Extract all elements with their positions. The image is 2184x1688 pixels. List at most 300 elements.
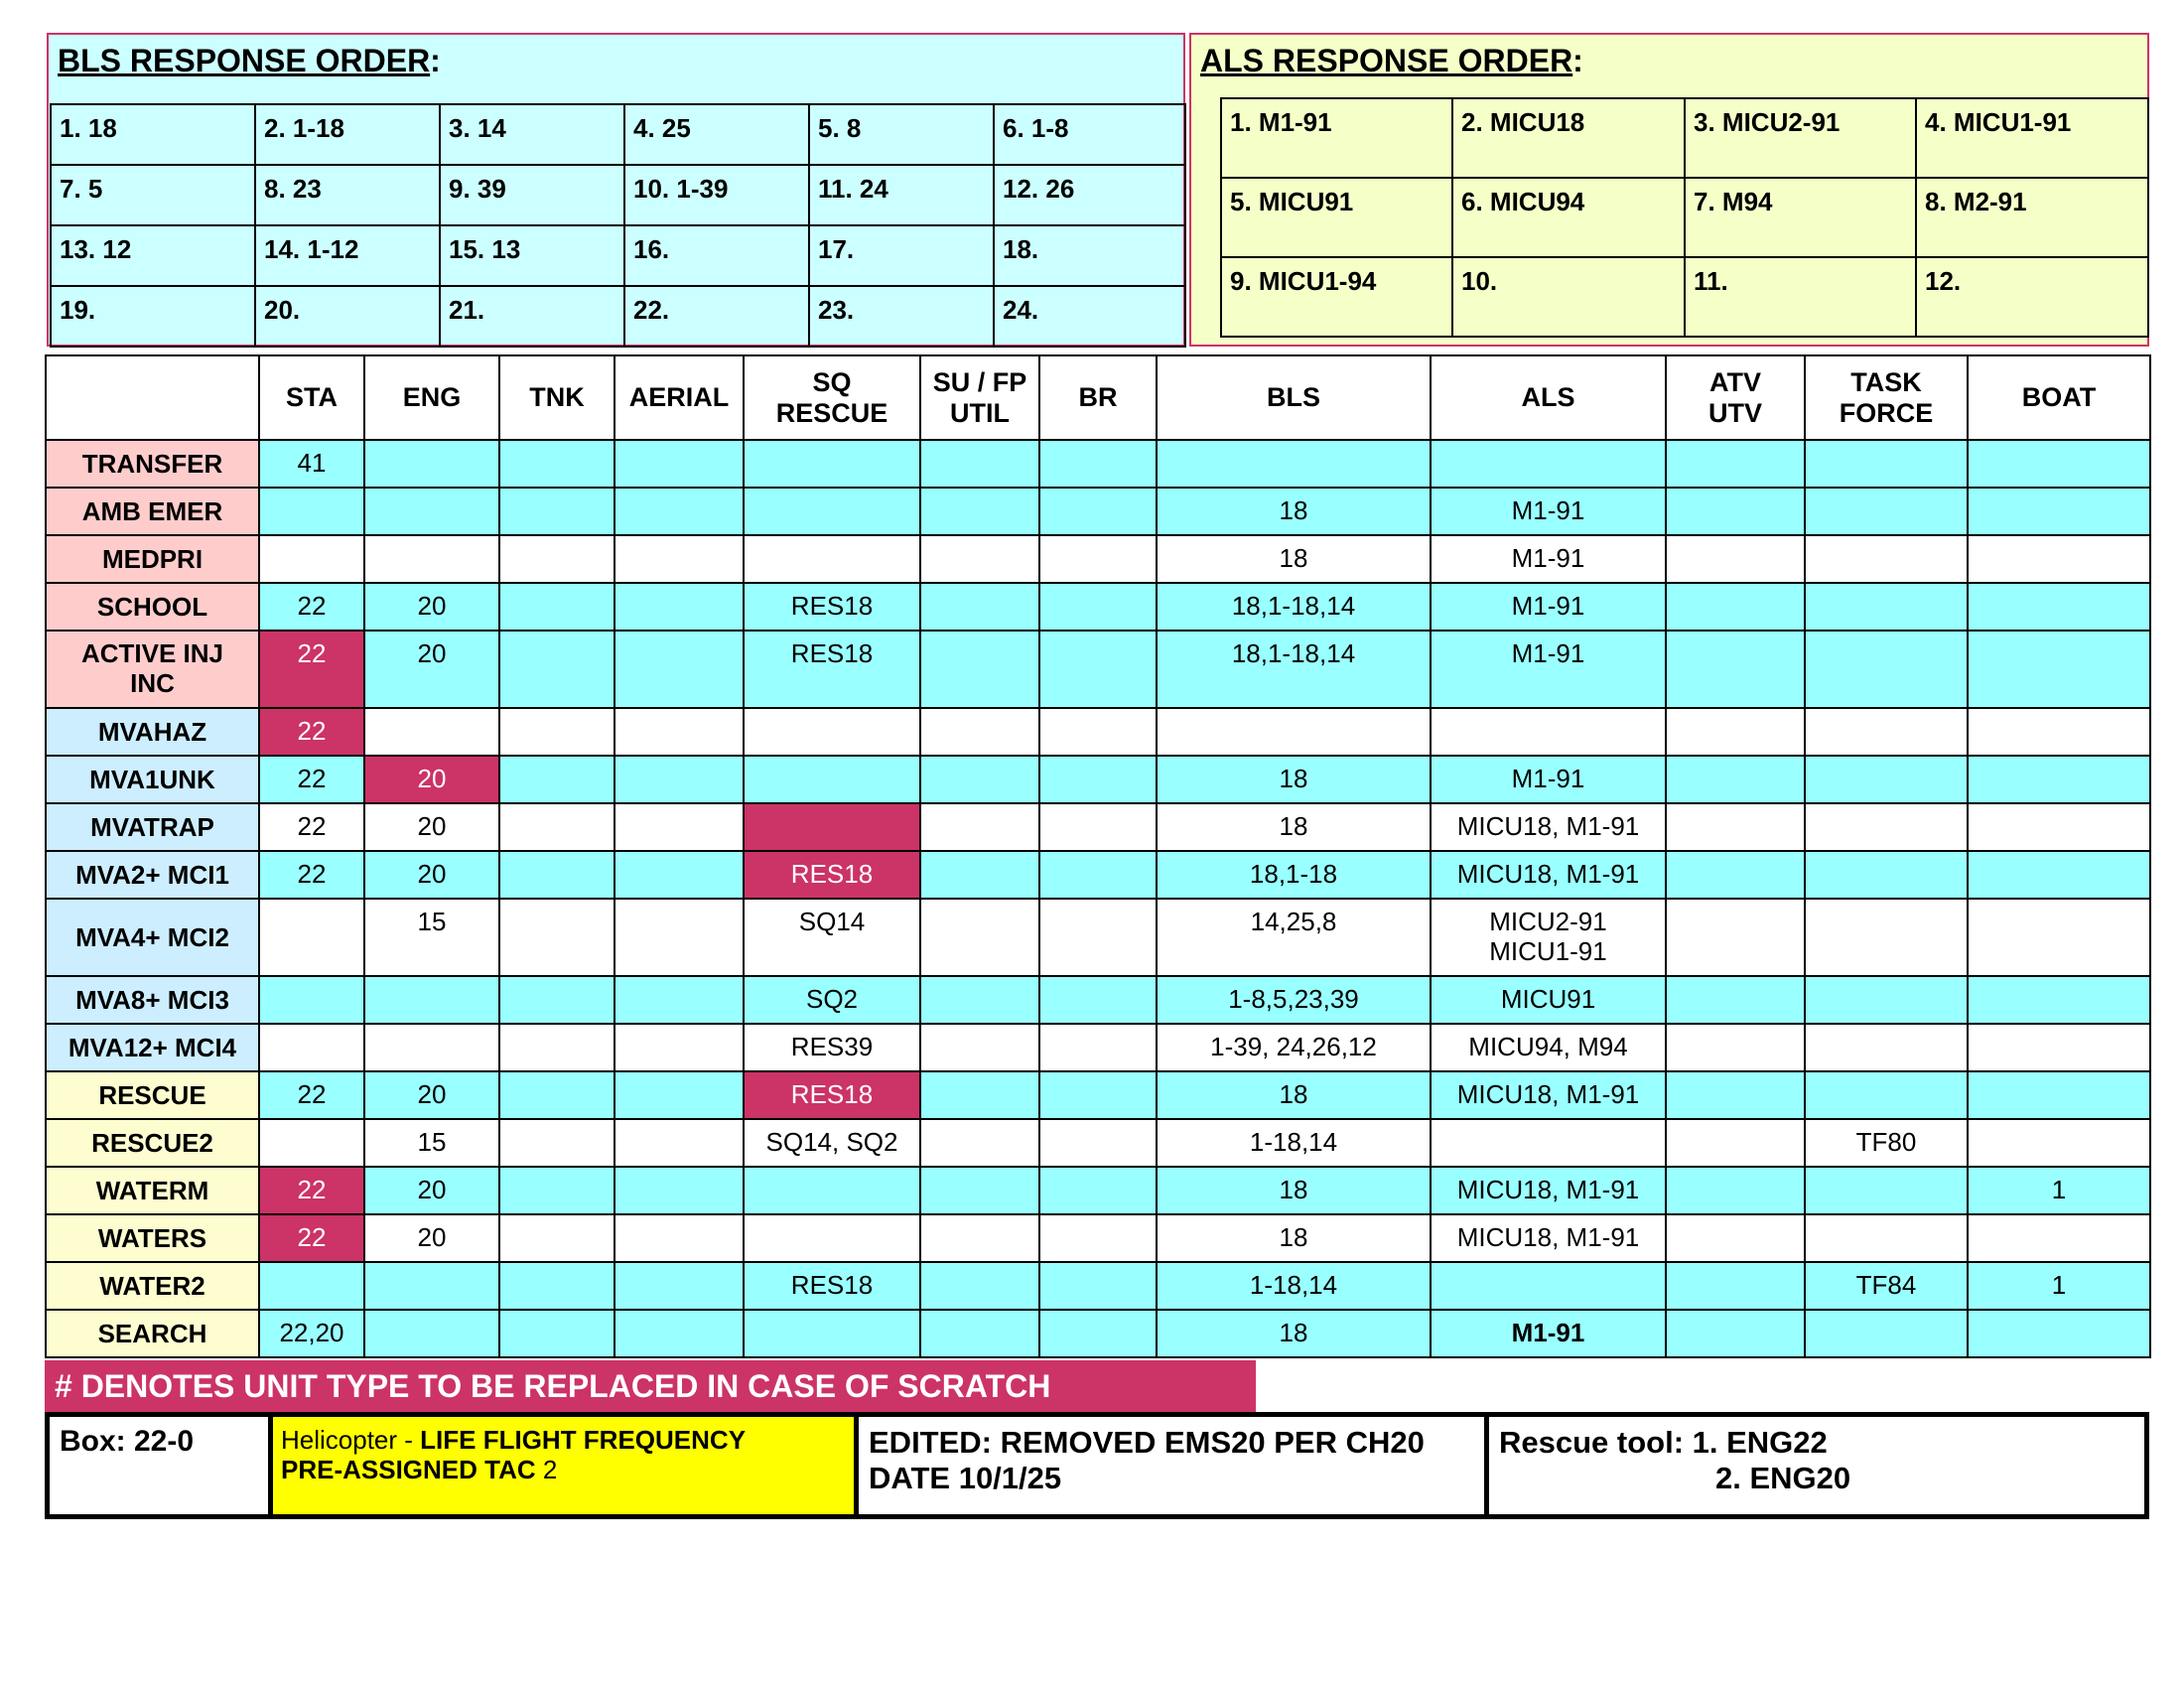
matrix-row-label: ACTIVE INJ INC <box>46 631 259 708</box>
als-order-cell: 2. MICU18 <box>1452 98 1685 178</box>
matrix-cell <box>1805 708 1968 756</box>
matrix-cell <box>614 631 744 708</box>
matrix-cell <box>1039 535 1157 583</box>
matrix-row <box>46 1310 2150 1357</box>
matrix-cell: M1-91 <box>1431 631 1666 708</box>
matrix-column-header: ALS <box>1431 355 1666 440</box>
life-flight-frequency: LIFE FLIGHT FREQUENCY <box>420 1425 747 1455</box>
bls-order-cell: 16. <box>624 225 809 286</box>
matrix-column-header: SQ RESCUE <box>744 355 920 440</box>
matrix-cell <box>499 440 614 488</box>
matrix-cell <box>1157 440 1431 488</box>
matrix-column-header: TNK <box>499 355 614 440</box>
matrix-cell: 18,1-18 <box>1157 851 1431 899</box>
matrix-cell <box>1968 583 2150 631</box>
matrix-column-header: BR <box>1039 355 1157 440</box>
matrix-cell <box>1805 851 1968 899</box>
pre-assigned-tac-number: 2 <box>542 1455 558 1484</box>
bls-order-cell: 24. <box>994 286 1185 347</box>
matrix-cell: 18,1-18,14 <box>1157 631 1431 708</box>
matrix-cell <box>744 440 920 488</box>
matrix-row <box>46 488 2150 535</box>
matrix-row-label: MVA12+ MCI4 <box>46 1024 259 1071</box>
matrix-cell <box>920 708 1039 756</box>
dispatch-matrix-table <box>45 354 2151 1358</box>
matrix-cell <box>1968 535 2150 583</box>
matrix-row <box>46 535 2150 583</box>
matrix-cell <box>1039 1071 1157 1119</box>
matrix-cell <box>920 976 1039 1024</box>
bls-order-cell: 5. 8 <box>809 104 994 165</box>
matrix-cell <box>744 803 920 851</box>
matrix-row-label: SCHOOL <box>46 583 259 631</box>
matrix-cell <box>499 488 614 535</box>
matrix-column-header: AERIAL <box>614 355 744 440</box>
matrix-cell <box>744 535 920 583</box>
matrix-cell <box>920 1214 1039 1262</box>
matrix-cell <box>1039 631 1157 708</box>
bls-order-cell: 9. 39 <box>440 165 624 225</box>
matrix-row <box>46 1071 2150 1119</box>
matrix-cell <box>499 1214 614 1262</box>
footer-box <box>45 1412 2149 1519</box>
bls-order-cell: 14. 1-12 <box>255 225 440 286</box>
matrix-cell: SQ2 <box>744 976 920 1024</box>
box-number: Box: 22-0 <box>50 1417 273 1514</box>
matrix-cell: 15 <box>364 1119 499 1167</box>
matrix-cell: 22 <box>259 803 364 851</box>
matrix-cell <box>744 1310 920 1357</box>
matrix-cell <box>1968 1024 2150 1071</box>
matrix-cell: 18,1-18,14 <box>1157 583 1431 631</box>
matrix-cell <box>1666 756 1805 803</box>
matrix-cell <box>1666 440 1805 488</box>
matrix-cell: 20 <box>364 1071 499 1119</box>
als-order-cell: 9. MICU1-94 <box>1221 257 1452 337</box>
matrix-cell <box>1039 899 1157 976</box>
matrix-cell <box>614 1024 744 1071</box>
matrix-cell: MICU2-91 MICU1-91 <box>1431 899 1666 976</box>
bls-response-order-grid <box>50 103 1186 348</box>
matrix-cell: 1-18,14 <box>1157 1262 1431 1310</box>
matrix-cell <box>1666 583 1805 631</box>
matrix-cell: MICU18, M1-91 <box>1431 851 1666 899</box>
matrix-row <box>46 631 2150 708</box>
matrix-column-header: SU / FP UTIL <box>920 355 1039 440</box>
matrix-cell: M1-91 <box>1431 756 1666 803</box>
matrix-cell <box>920 535 1039 583</box>
edit-description: EDITED: REMOVED EMS20 PER CH20 <box>869 1425 1425 1460</box>
matrix-row <box>46 583 2150 631</box>
matrix-column-header <box>46 355 259 440</box>
matrix-cell <box>614 976 744 1024</box>
matrix-cell <box>1805 1071 1968 1119</box>
matrix-cell <box>920 851 1039 899</box>
matrix-cell <box>920 1262 1039 1310</box>
bls-order-cell: 3. 14 <box>440 104 624 165</box>
matrix-row-label: MVA4+ MCI2 <box>46 899 259 976</box>
als-order-row <box>1221 178 2148 257</box>
matrix-cell <box>499 1310 614 1357</box>
matrix-cell <box>920 488 1039 535</box>
matrix-row <box>46 1262 2150 1310</box>
matrix-cell <box>1968 756 2150 803</box>
bls-order-cell: 7. 5 <box>51 165 255 225</box>
matrix-cell: M1-91 <box>1431 1310 1666 1357</box>
matrix-cell <box>259 976 364 1024</box>
bls-order-cell: 19. <box>51 286 255 347</box>
matrix-cell <box>1039 708 1157 756</box>
matrix-header-row <box>46 355 2150 440</box>
matrix-cell: RES18 <box>744 631 920 708</box>
matrix-column-header: ENG <box>364 355 499 440</box>
matrix-cell <box>1805 1310 1968 1357</box>
matrix-column-header: ATV UTV <box>1666 355 1805 440</box>
matrix-cell: M1-91 <box>1431 488 1666 535</box>
als-order-cell: 8. M2-91 <box>1916 178 2148 257</box>
matrix-cell <box>1666 976 1805 1024</box>
matrix-cell <box>1039 803 1157 851</box>
matrix-cell <box>614 488 744 535</box>
matrix-cell <box>1805 535 1968 583</box>
matrix-row <box>46 756 2150 803</box>
bls-order-cell: 1. 18 <box>51 104 255 165</box>
als-order-cell: 10. <box>1452 257 1685 337</box>
matrix-cell: M1-91 <box>1431 535 1666 583</box>
matrix-cell <box>744 488 920 535</box>
matrix-cell <box>1968 851 2150 899</box>
matrix-cell <box>1968 976 2150 1024</box>
matrix-row-label: MVA8+ MCI3 <box>46 976 259 1024</box>
bls-order-cell: 8. 23 <box>255 165 440 225</box>
matrix-cell: 18 <box>1157 1167 1431 1214</box>
matrix-cell: SQ14, SQ2 <box>744 1119 920 1167</box>
matrix-row-label: SEARCH <box>46 1310 259 1357</box>
matrix-cell: 18 <box>1157 1071 1431 1119</box>
matrix-cell <box>1666 1167 1805 1214</box>
matrix-cell <box>259 1024 364 1071</box>
edit-date: DATE 10/1/25 <box>869 1461 1062 1495</box>
matrix-cell: MICU18, M1-91 <box>1431 803 1666 851</box>
matrix-cell: 14,25,8 <box>1157 899 1431 976</box>
bls-order-cell: 13. 12 <box>51 225 255 286</box>
matrix-cell: TF80 <box>1805 1119 1968 1167</box>
matrix-cell <box>1805 899 1968 976</box>
als-order-cell: 12. <box>1916 257 2148 337</box>
rescue-tool-info <box>1489 1417 2144 1514</box>
matrix-cell <box>499 803 614 851</box>
matrix-row-label: WATER2 <box>46 1262 259 1310</box>
matrix-cell <box>1805 583 1968 631</box>
matrix-cell <box>499 708 614 756</box>
matrix-cell <box>744 756 920 803</box>
matrix-row <box>46 803 2150 851</box>
matrix-cell: 1 <box>1968 1167 2150 1214</box>
matrix-cell <box>1666 1024 1805 1071</box>
matrix-cell <box>614 1167 744 1214</box>
matrix-cell <box>1039 583 1157 631</box>
matrix-cell <box>920 756 1039 803</box>
matrix-row <box>46 1024 2150 1071</box>
matrix-cell <box>499 851 614 899</box>
matrix-cell: SQ14 <box>744 899 920 976</box>
matrix-cell <box>1039 756 1157 803</box>
matrix-column-header: STA <box>259 355 364 440</box>
matrix-cell: 22 <box>259 851 364 899</box>
matrix-row <box>46 976 2150 1024</box>
matrix-cell: 1-8,5,23,39 <box>1157 976 1431 1024</box>
matrix-cell: 20 <box>364 803 499 851</box>
matrix-row-label: RESCUE2 <box>46 1119 259 1167</box>
matrix-cell <box>1805 1214 1968 1262</box>
matrix-cell <box>1968 899 2150 976</box>
matrix-cell <box>920 1119 1039 1167</box>
bls-order-cell: 11. 24 <box>809 165 994 225</box>
matrix-cell: RES18 <box>744 583 920 631</box>
bls-order-cell: 12. 26 <box>994 165 1185 225</box>
als-order-cell: 4. MICU1-91 <box>1916 98 2148 178</box>
als-order-cell: 7. M94 <box>1685 178 1916 257</box>
matrix-cell <box>1805 488 1968 535</box>
matrix-cell <box>1666 631 1805 708</box>
matrix-cell <box>1039 1310 1157 1357</box>
matrix-cell: 22 <box>259 631 364 708</box>
matrix-cell <box>614 1262 744 1310</box>
matrix-cell: RES18 <box>744 1262 920 1310</box>
pre-assigned-tac-label: PRE-ASSIGNED TAC <box>281 1455 543 1484</box>
matrix-cell <box>744 1167 920 1214</box>
matrix-cell: 22,20 <box>259 1310 364 1357</box>
matrix-cell <box>259 899 364 976</box>
matrix-cell <box>1666 1119 1805 1167</box>
matrix-cell <box>1968 488 2150 535</box>
bls-order-cell: 21. <box>440 286 624 347</box>
matrix-cell <box>614 440 744 488</box>
matrix-cell <box>364 1310 499 1357</box>
matrix-cell <box>614 1310 744 1357</box>
matrix-row <box>46 1167 2150 1214</box>
matrix-cell: MICU18, M1-91 <box>1431 1167 1666 1214</box>
matrix-cell <box>1039 1024 1157 1071</box>
matrix-cell: 22 <box>259 1214 364 1262</box>
bls-order-cell: 18. <box>994 225 1185 286</box>
bls-order-cell: 15. 13 <box>440 225 624 286</box>
matrix-row-label: AMB EMER <box>46 488 259 535</box>
matrix-cell <box>259 1262 364 1310</box>
matrix-cell <box>1666 1071 1805 1119</box>
matrix-cell <box>1666 1262 1805 1310</box>
matrix-cell <box>1039 1167 1157 1214</box>
matrix-cell <box>1039 440 1157 488</box>
rescue-tool-2: 2. ENG20 <box>1715 1461 1851 1495</box>
matrix-cell <box>920 899 1039 976</box>
matrix-cell <box>1968 1310 2150 1357</box>
matrix-cell <box>920 1310 1039 1357</box>
matrix-cell <box>259 488 364 535</box>
matrix-row <box>46 899 2150 976</box>
matrix-cell <box>744 708 920 756</box>
matrix-cell: 22 <box>259 756 364 803</box>
matrix-cell: 22 <box>259 1071 364 1119</box>
matrix-cell <box>744 1214 920 1262</box>
matrix-cell <box>1805 976 1968 1024</box>
helicopter-info <box>273 1417 859 1514</box>
bls-order-cell: 2. 1-18 <box>255 104 440 165</box>
matrix-cell: 22 <box>259 1167 364 1214</box>
matrix-cell: RES18 <box>744 1071 920 1119</box>
matrix-cell <box>364 440 499 488</box>
matrix-cell <box>920 1167 1039 1214</box>
matrix-cell <box>1431 1262 1666 1310</box>
matrix-cell <box>1039 488 1157 535</box>
matrix-cell <box>499 631 614 708</box>
matrix-cell <box>499 583 614 631</box>
matrix-column-header: TASK FORCE <box>1805 355 1968 440</box>
matrix-cell: 20 <box>364 756 499 803</box>
matrix-row <box>46 1214 2150 1262</box>
matrix-cell <box>1666 851 1805 899</box>
matrix-cell: 20 <box>364 631 499 708</box>
matrix-row <box>46 851 2150 899</box>
bls-response-order-title: BLS RESPONSE ORDER: <box>58 43 441 78</box>
matrix-cell: 18 <box>1157 488 1431 535</box>
matrix-row-label: MVAHAZ <box>46 708 259 756</box>
helicopter-label: Helicopter - <box>281 1425 421 1455</box>
bls-order-row <box>51 225 1185 286</box>
matrix-cell: 20 <box>364 1214 499 1262</box>
matrix-cell: M1-91 <box>1431 583 1666 631</box>
matrix-cell <box>364 976 499 1024</box>
matrix-row <box>46 708 2150 756</box>
matrix-cell <box>1805 440 1968 488</box>
matrix-cell <box>1431 1119 1666 1167</box>
bls-response-order-panel <box>47 33 1185 347</box>
als-response-order-title: ALS RESPONSE ORDER: <box>1200 43 1583 78</box>
matrix-cell <box>614 851 744 899</box>
matrix-cell <box>499 976 614 1024</box>
matrix-cell: 18 <box>1157 803 1431 851</box>
bls-order-cell: 4. 25 <box>624 104 809 165</box>
matrix-row-label: MVA1UNK <box>46 756 259 803</box>
matrix-cell <box>920 1024 1039 1071</box>
matrix-cell: MICU18, M1-91 <box>1431 1071 1666 1119</box>
matrix-cell: 15 <box>364 899 499 976</box>
rescue-tool-1: Rescue tool: 1. ENG22 <box>1499 1425 1828 1460</box>
matrix-cell: MICU94, M94 <box>1431 1024 1666 1071</box>
matrix-cell <box>499 899 614 976</box>
matrix-cell <box>1805 631 1968 708</box>
matrix-cell <box>614 803 744 851</box>
matrix-cell <box>1666 488 1805 535</box>
matrix-cell <box>920 583 1039 631</box>
bls-order-row <box>51 165 1185 225</box>
matrix-cell <box>499 1119 614 1167</box>
matrix-cell <box>1805 756 1968 803</box>
matrix-cell: 1-39, 24,26,12 <box>1157 1024 1431 1071</box>
matrix-cell <box>1431 440 1666 488</box>
matrix-cell <box>920 1071 1039 1119</box>
matrix-cell <box>1968 440 2150 488</box>
matrix-cell: 18 <box>1157 1214 1431 1262</box>
matrix-cell <box>614 535 744 583</box>
matrix-cell <box>1805 1167 1968 1214</box>
edit-note <box>859 1417 1489 1514</box>
matrix-cell <box>920 631 1039 708</box>
matrix-cell <box>1968 708 2150 756</box>
matrix-cell: 18 <box>1157 756 1431 803</box>
matrix-cell <box>499 1167 614 1214</box>
matrix-cell <box>1666 899 1805 976</box>
matrix-cell <box>1968 1119 2150 1167</box>
matrix-cell <box>1157 708 1431 756</box>
matrix-cell <box>614 1119 744 1167</box>
matrix-cell: 41 <box>259 440 364 488</box>
matrix-cell <box>920 440 1039 488</box>
matrix-cell <box>614 708 744 756</box>
als-response-order-panel <box>1189 33 2149 347</box>
matrix-cell: 1-18,14 <box>1157 1119 1431 1167</box>
matrix-row-label: WATERS <box>46 1214 259 1262</box>
matrix-cell <box>1968 1214 2150 1262</box>
matrix-cell <box>364 708 499 756</box>
matrix-cell <box>364 535 499 583</box>
matrix-cell <box>499 1024 614 1071</box>
matrix-cell <box>499 1071 614 1119</box>
matrix-cell <box>499 1262 614 1310</box>
matrix-cell <box>1039 1214 1157 1262</box>
matrix-cell <box>364 1024 499 1071</box>
matrix-cell <box>1431 708 1666 756</box>
matrix-cell <box>614 1214 744 1262</box>
matrix-cell: 1 <box>1968 1262 2150 1310</box>
matrix-cell <box>499 535 614 583</box>
matrix-cell <box>364 488 499 535</box>
bls-order-cell: 23. <box>809 286 994 347</box>
matrix-cell: MICU91 <box>1431 976 1666 1024</box>
matrix-row-label: MVA2+ MCI1 <box>46 851 259 899</box>
matrix-cell <box>920 803 1039 851</box>
matrix-cell <box>259 1119 364 1167</box>
bls-order-cell: 17. <box>809 225 994 286</box>
scratch-legend: # DENOTES UNIT TYPE TO BE REPLACED IN CASE OF SCRATCH <box>45 1360 1256 1412</box>
matrix-row <box>46 1119 2150 1167</box>
matrix-cell: TF84 <box>1805 1262 1968 1310</box>
matrix-cell <box>614 1071 744 1119</box>
matrix-cell <box>1039 1262 1157 1310</box>
matrix-cell <box>1666 1214 1805 1262</box>
matrix-cell <box>364 1262 499 1310</box>
matrix-cell: 18 <box>1157 1310 1431 1357</box>
bls-order-cell: 22. <box>624 286 809 347</box>
matrix-cell: 20 <box>364 583 499 631</box>
matrix-cell <box>614 583 744 631</box>
bls-order-row <box>51 104 1185 165</box>
matrix-cell: 20 <box>364 851 499 899</box>
matrix-cell: 22 <box>259 583 364 631</box>
matrix-cell: RES39 <box>744 1024 920 1071</box>
matrix-row <box>46 440 2150 488</box>
matrix-cell: RES18 <box>744 851 920 899</box>
als-order-cell: 1. M1-91 <box>1221 98 1452 178</box>
bls-order-row <box>51 286 1185 347</box>
matrix-row-label: TRANSFER <box>46 440 259 488</box>
matrix-cell <box>1666 1310 1805 1357</box>
matrix-cell: 22 <box>259 708 364 756</box>
als-order-cell: 11. <box>1685 257 1916 337</box>
matrix-cell: 18 <box>1157 535 1431 583</box>
bls-order-cell: 6. 1-8 <box>994 104 1185 165</box>
matrix-cell: MICU18, M1-91 <box>1431 1214 1666 1262</box>
